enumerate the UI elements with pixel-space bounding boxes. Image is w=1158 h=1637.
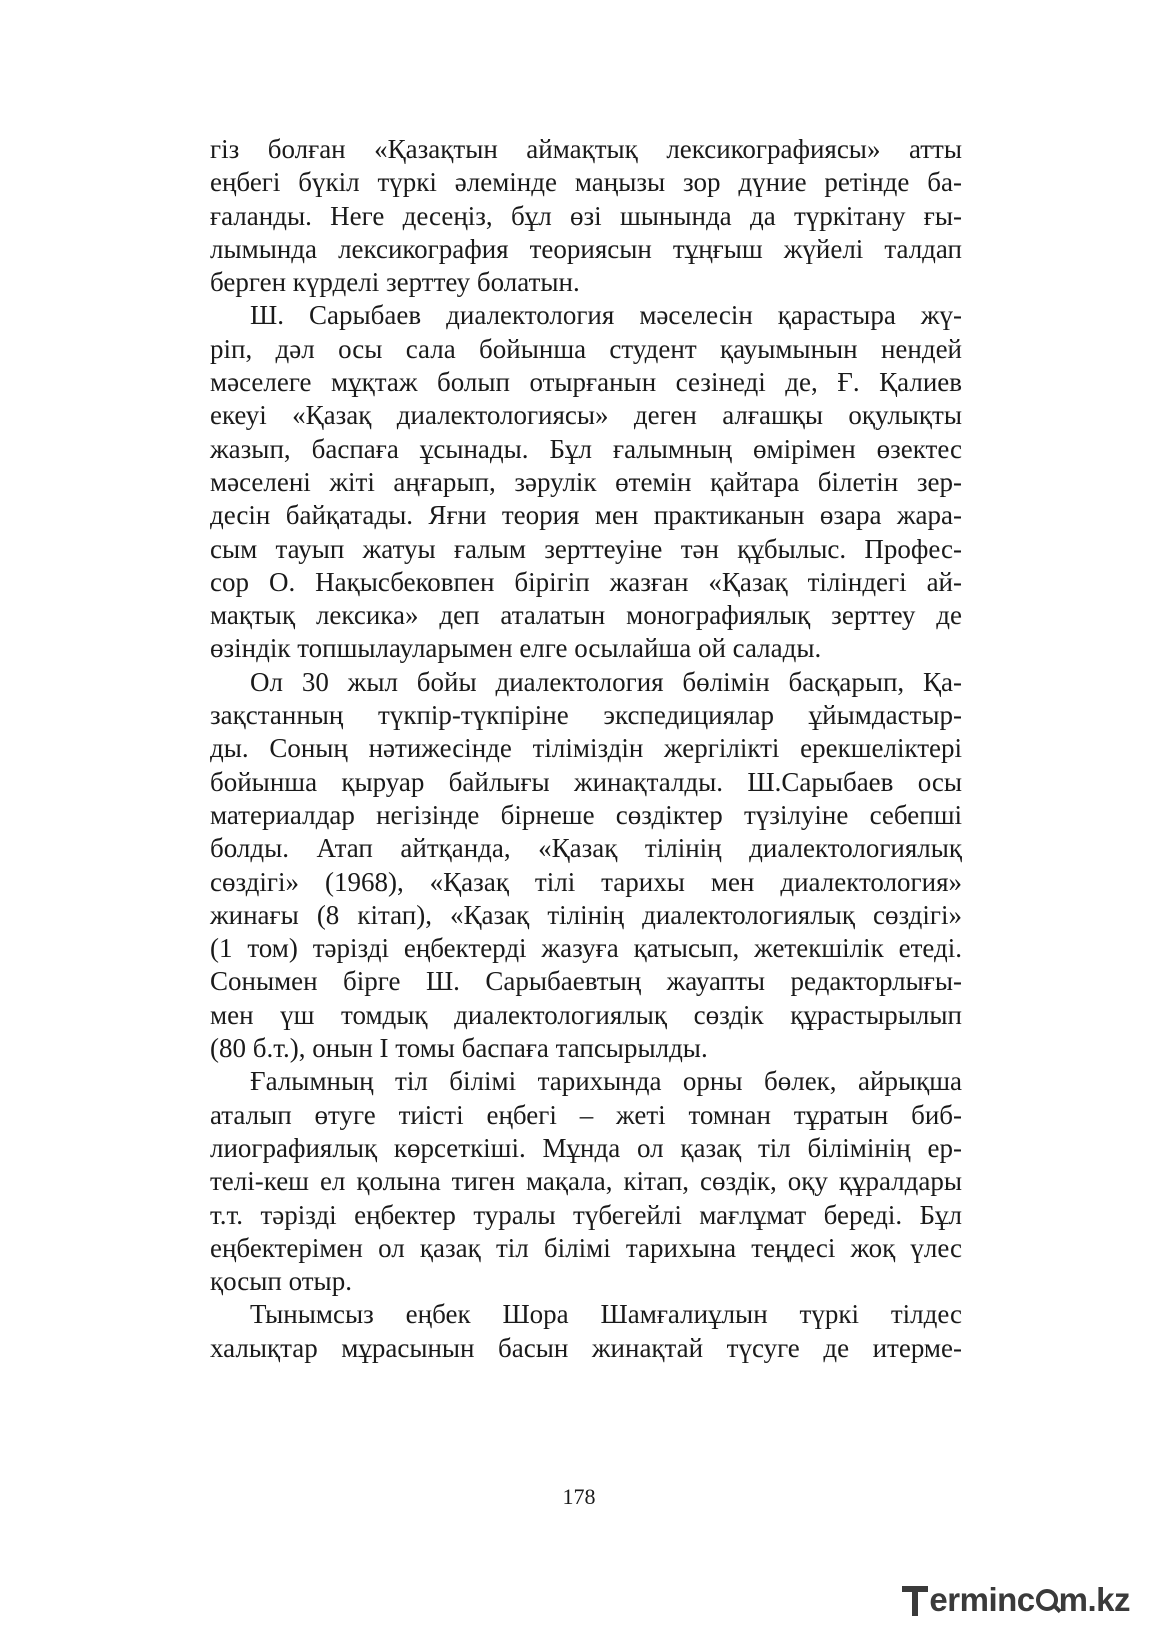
text-line: жазып, баспаға ұсынады. Бұл ғалымның өмірімен өзектес bbox=[210, 433, 962, 464]
text-line: Тынымсыз еңбек Шора Шамғалиұлын түркі тілдес bbox=[250, 1299, 962, 1330]
paragraph bbox=[210, 666, 962, 1066]
text-line: қосып отыр. bbox=[210, 1266, 352, 1297]
paragraph bbox=[210, 1065, 962, 1298]
watermark-text-part-1: erminc bbox=[929, 1581, 1035, 1618]
text-line: еңбектерімен ол қазақ тіл білімі тарихына теңдесі жоқ үлес bbox=[210, 1232, 962, 1263]
terminkom-watermark-logo bbox=[902, 1578, 1130, 1622]
text-line: жинағы (8 кітап), «Қазақ тілінің диалектологиялық сөздігі» bbox=[210, 899, 962, 930]
text-line: Ш. Сарыбаев диалектология мәселесін қарастыра жү- bbox=[250, 300, 962, 331]
text-line: сор О. Нақысбековпен бірігіп жазған «Қазақ тіліндегі ай- bbox=[210, 566, 962, 597]
text-line: аталып өтуге тиісті еңбегі – жеті томнан тұратын биб- bbox=[210, 1099, 962, 1130]
text-line: бойынша қыруар байлығы жинақталды. Ш.Сарыбаев осы bbox=[210, 766, 962, 797]
text-line: болды. Атап айтқанда, «Қазақ тілінің диалектологиялық bbox=[210, 833, 962, 864]
text-line: (1 том) тәрізді еңбектерді жазуға қатысып, жетекшілік етеді. bbox=[210, 933, 962, 964]
text-line: мәселеге мұқтаж болып отырғанын сезінеді де, Ғ. Қалиев bbox=[210, 367, 962, 398]
text-line: ріп, дәл осы сала бойынша студент қауымынын нендей bbox=[210, 333, 962, 364]
magnifier-o-logo-icon bbox=[1036, 1589, 1058, 1611]
text-line: материалдар негізінде бірнеше сөздіктер түзілуіне себепші bbox=[210, 799, 962, 830]
text-line: лымында лексикография теориясын тұңғыш жүйелі талдап bbox=[210, 233, 962, 264]
text-line: ды. Соның нәтижесінде тіліміздін жергілікті ерекшеліктері bbox=[210, 733, 962, 764]
t-letter-logo-icon bbox=[902, 1584, 928, 1616]
text-line: сөздігі» (1968), «Қазақ тілі тарихы мен диалектология» bbox=[210, 866, 962, 897]
text-line: десін байқатады. Яғни теория мен практиканын өзара жара- bbox=[210, 500, 962, 531]
text-line: Сонымен бірге Ш. Сарыбаевтың жауапты редакторлығы- bbox=[210, 966, 962, 997]
text-line: сым тауып жатуы ғалым зерттеуіне тән құбылыс. Профес- bbox=[210, 533, 962, 564]
text-line: өзіндік топшылауларымен елге осылайша ой салады. bbox=[210, 633, 822, 664]
text-line: зақстанның түкпір-түкпіріне экспедициялар ұйымдастыр- bbox=[210, 700, 962, 731]
body-text bbox=[210, 133, 962, 1365]
text-line: берген күрделі зерттеу болатын. bbox=[210, 267, 580, 298]
paragraph bbox=[210, 133, 962, 299]
text-line: мәселені жіті аңғарып, зәрулік өтемін қайтара білетін зер- bbox=[210, 466, 962, 497]
text-line: мен үш томдық диалектологиялық сөздік құрастырылып bbox=[210, 999, 962, 1030]
text-line: Ол 30 жыл бойы диалектология бөлімін басқарып, Қа- bbox=[250, 666, 962, 697]
paragraph bbox=[210, 1298, 962, 1365]
text-line: т.т. тәрізді еңбектер туралы түбегейлі мағлұмат береді. Бұл bbox=[210, 1199, 962, 1230]
text-line: мақтық лексика» деп аталатын монографиялық зерттеу де bbox=[210, 600, 962, 631]
text-line: Ғалымның тіл білімі тарихында орны бөлек, айрықша bbox=[250, 1066, 962, 1097]
text-line: халықтар мұрасынын басын жинақтай түсуге де итерме- bbox=[210, 1332, 962, 1363]
page-number: 178 bbox=[562, 1484, 596, 1509]
text-line: гіз болған «Қазақтын аймақтық лексикографиясы» атты bbox=[210, 134, 962, 164]
text-line: телі-кеш ел қолына тиген мақала, кітап, сөздік, оқу құралдары bbox=[210, 1166, 962, 1197]
text-line: еңбегі бүкіл түркі әлемінде маңызы зор дүние ретінде ба- bbox=[210, 167, 962, 198]
text-line: (80 б.т.), онын І томы баспаға тапсырылды. bbox=[210, 1033, 708, 1064]
text-line: лиографиялық көрсеткіші. Мұнда ол қазақ тіл білімінің ер- bbox=[210, 1132, 962, 1163]
text-line: екеуі «Қазақ диалектологиясы» деген алғашқы оқулықты bbox=[210, 400, 962, 431]
watermark-text-part-2: m.kz bbox=[1058, 1581, 1130, 1618]
paragraph bbox=[210, 299, 962, 665]
text-line: ғаланды. Неге десеңіз, бұл өзі шынында да түркітану ғы- bbox=[210, 200, 962, 231]
